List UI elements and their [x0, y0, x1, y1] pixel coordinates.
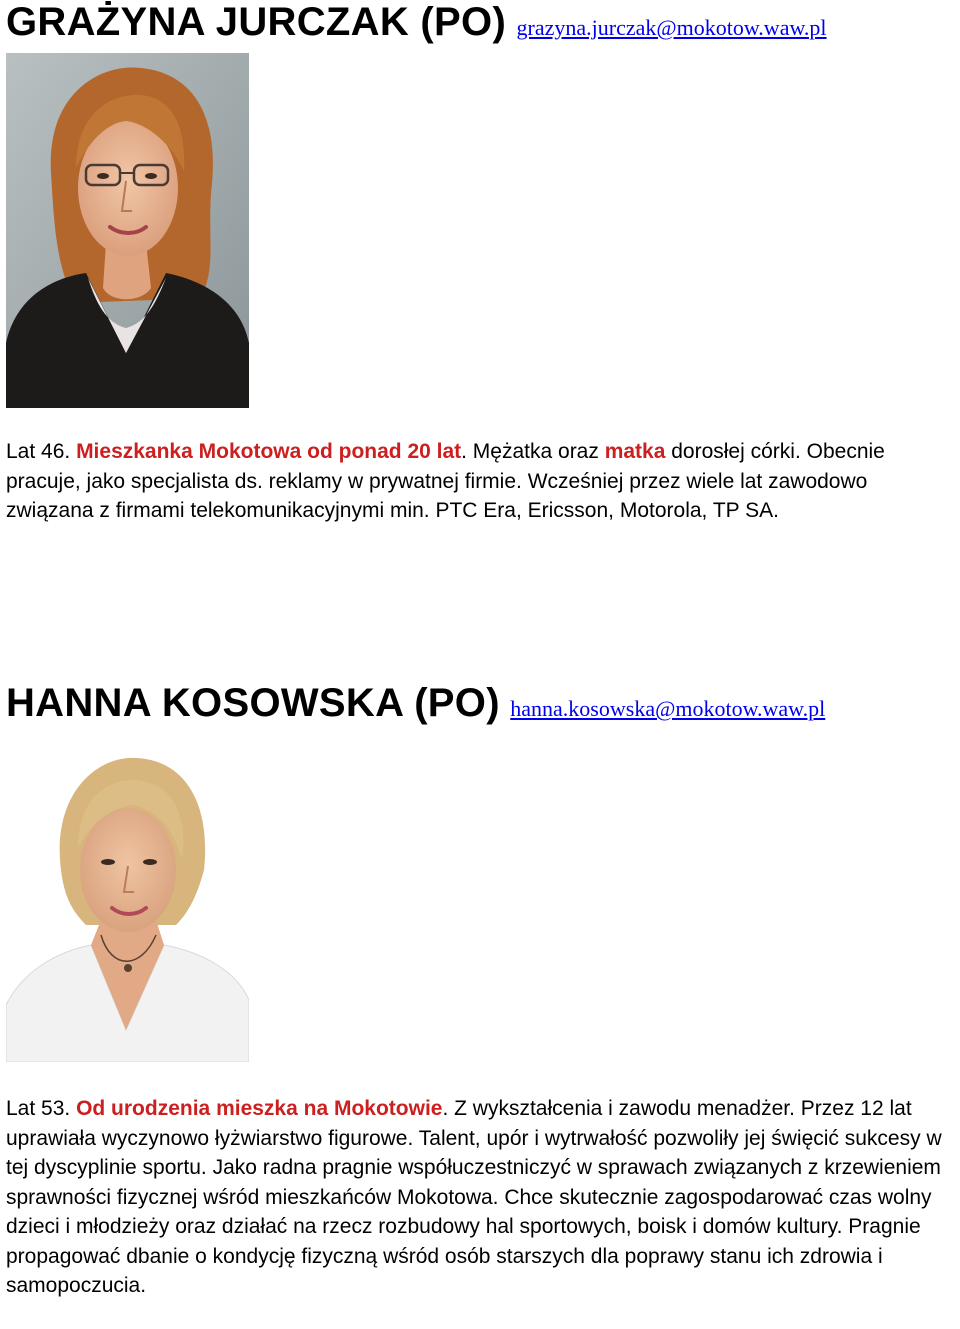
- bio-text: dorosłej córki. Obecnie pracuje, jako specjalista ds. reklamy w prywatnej firmie. Wcześniej przez wiele lat zawodowo związana z firmami telekomunikacyjnymi min. PTC Era, Ericsson, Motorola, TP SA.: [6, 440, 885, 522]
- bio-text: Lat 46.: [6, 440, 77, 463]
- councillor-name: GRAŻYNA JURCZAK (PO): [6, 0, 507, 44]
- biography-1: [6, 437, 960, 526]
- profile-header-1: [6, 0, 827, 45]
- bio-text: . Mężatka oraz: [461, 440, 605, 463]
- portrait-photo-1: [6, 53, 249, 408]
- bio-highlight: matka: [604, 440, 666, 463]
- bio-highlight: Mieszkanka Mokotowa od ponad 20 lat: [76, 440, 462, 463]
- biography-2: [6, 1094, 960, 1301]
- bio-text: . Z wykształcenia i zawodu menadżer. Przez 12 lat uprawiała wyczynowo łyżwiarstwo figurowe. Talent, upór i wytrwałość pozwoliły jej święcić sukcesy w tej dyscyplinie sportu. Jako radna pragnie współuczestniczyć w sprawach związanych z krzewieniem sprawności fizycznej wśród mieszkańców Mokotowa. Chce skutecznie zagospodarować czas wolny dzieci i młodzieży oraz działać na rzecz rozbudowy hal sportowych, boisk i domów kultury. Pragnie propagować dbanie o kondycję fizyczną wśród osób starszych dla poprawy stanu ich zdrowia i samopoczucia.: [6, 1097, 942, 1297]
- portrait-photo-2: [6, 730, 249, 1062]
- bio-highlight: Od urodzenia mieszka na Mokotowie: [76, 1097, 443, 1120]
- profile-header-2: [6, 681, 825, 726]
- councillor-name: HANNA KOSOWSKA (PO): [6, 681, 500, 725]
- email-link[interactable]: hanna.kosowska@mokotow.waw.pl: [510, 696, 826, 721]
- email-link[interactable]: grazyna.jurczak@mokotow.waw.pl: [516, 15, 827, 40]
- bio-text: Lat 53.: [6, 1097, 77, 1120]
